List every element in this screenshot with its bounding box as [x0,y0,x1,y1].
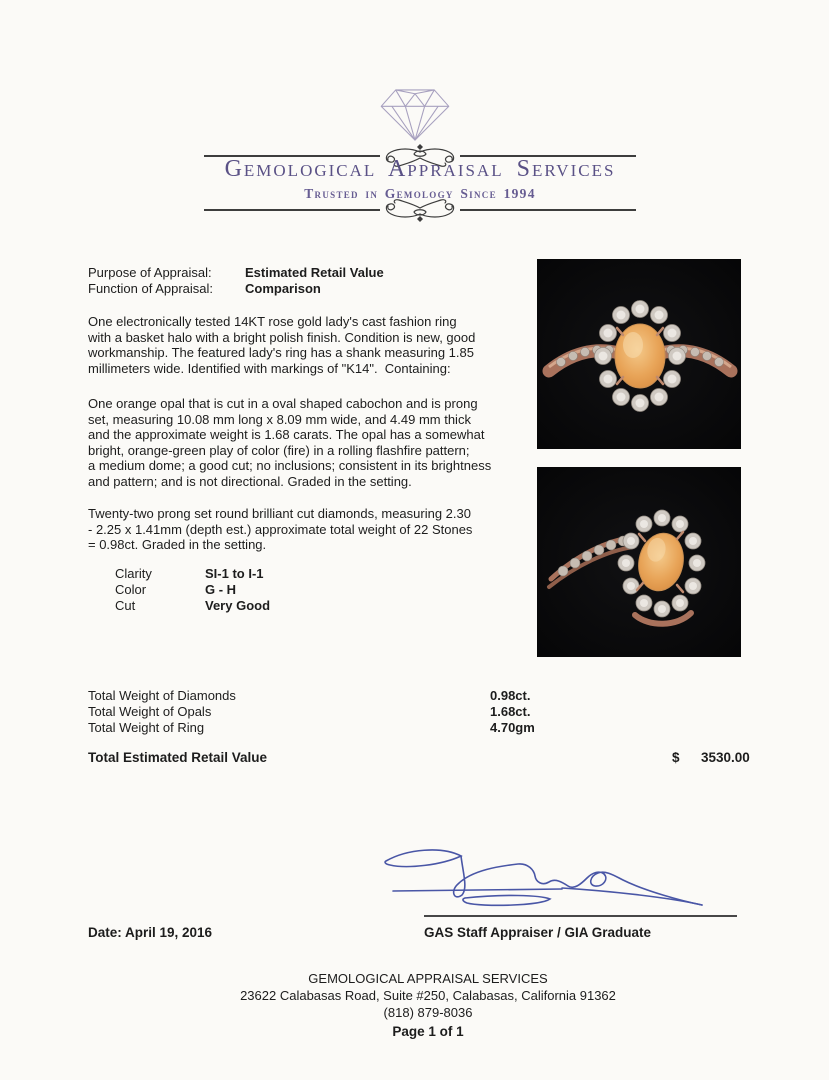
ring-top-view-illustration [537,259,741,449]
weight-opals-row [88,704,530,720]
page-number: Page 1 of 1 [392,1024,464,1039]
ring-side-view-illustration [537,467,741,657]
weight-diamonds-value: 0.98ct. [490,688,531,703]
weight-ring-value: 4.70gm [490,720,535,735]
grand-total-amount: 3530.00 [701,750,750,765]
color-label: Color [115,582,147,597]
function-row [88,281,321,297]
ring-photo-side-view [537,467,741,657]
weight-diamonds-row [88,688,530,704]
signature-scribble [382,843,712,915]
footer-phone: (818) 879-8036 [383,1005,473,1020]
paragraph-line: millimeters wide. Identified with markings of "K14". Containing: [88,360,451,376]
paragraph-line: bright, orange-green play of color (fire) in a rolling flashfire pattern; [88,442,470,458]
function-label: Function of Appraisal: [88,281,214,296]
function-value: Comparison [245,281,321,296]
signature-rule [424,915,737,917]
paragraph-line: and pattern; and is not directional. Graded in the setting. [88,473,412,489]
paragraph-line: One electronically tested 14KT rose gold lady's cast fashion ring [88,314,457,329]
paragraph-line: workmanship. The featured lady's ring has a shank measuring 1.85 [88,345,474,360]
purpose-row [88,265,384,281]
footer-address: 23622 Calabasas Road, Suite #250, Calabasas, California 91362 [240,988,616,1003]
scroll-ornament-bottom-icon [380,197,460,223]
company-tagline: Trusted in Gemology Since 1994 [304,186,536,201]
rule-segment [204,209,380,211]
purpose-value: Estimated Retail Value [245,265,384,280]
paragraph-line: a medium dome; a good cut; no inclusions; consistent in its brightness [88,458,492,473]
paragraph-line: set, measuring 10.08 mm long x 8.09 mm wide, and 4.49 mm thick [88,411,471,427]
clarity-row [115,566,264,582]
paragraph-line: = 0.98ct. Graded in the setting. [88,537,267,552]
grand-total-currency: $ [672,750,680,765]
paragraph-line: with a basket halo with a bright polish finish. Condition is new, good [88,329,476,345]
cut-label: Cut [115,598,136,613]
ring-description-paragraph [88,314,540,376]
ring-photo-top-view [537,259,741,449]
paragraph-line: One orange opal that is cut in a oval shaped cabochon and is prong [88,396,478,411]
footer-company: GEMOLOGICAL APPRAISAL SERVICES [308,971,548,986]
weight-opals-label: Total Weight of Opals [88,704,212,719]
weight-diamonds-label: Total Weight of Diamonds [88,688,236,703]
weight-opals-value: 1.68ct. [490,704,531,719]
paragraph-line: - 2.25 x 1.41mm (depth est.) approximate total weight of 22 Stones [88,521,473,537]
weight-ring-row [88,720,535,736]
grand-total-label: Total Estimated Retail Value [88,750,268,765]
purpose-label: Purpose of Appraisal: [88,265,212,280]
clarity-label: Clarity [115,566,152,581]
rule-segment [460,209,636,211]
color-value: G - H [205,582,237,597]
diamond-description-paragraph [88,506,540,553]
appraisal-date: Date: April 19, 2016 [88,925,213,940]
weight-ring-label: Total Weight of Ring [88,720,205,735]
diamond-logo-icon [379,88,451,142]
opal-description-paragraph [88,396,540,489]
clarity-value: SI-1 to I-1 [205,566,264,581]
color-row [115,582,236,598]
header-rule-bottom [204,197,636,223]
paragraph-line: Twenty-two prong set round brilliant cut diamonds, measuring 2.30 [88,506,471,521]
company-title: Gemological Appraisal Services [224,156,616,182]
paragraph-line: and the approximate weight is 1.68 carats. The opal has a somewhat [88,427,485,442]
cut-value: Very Good [205,598,271,613]
appraiser-title: GAS Staff Appraiser / GIA Graduate [424,925,652,940]
cut-row [115,598,270,614]
